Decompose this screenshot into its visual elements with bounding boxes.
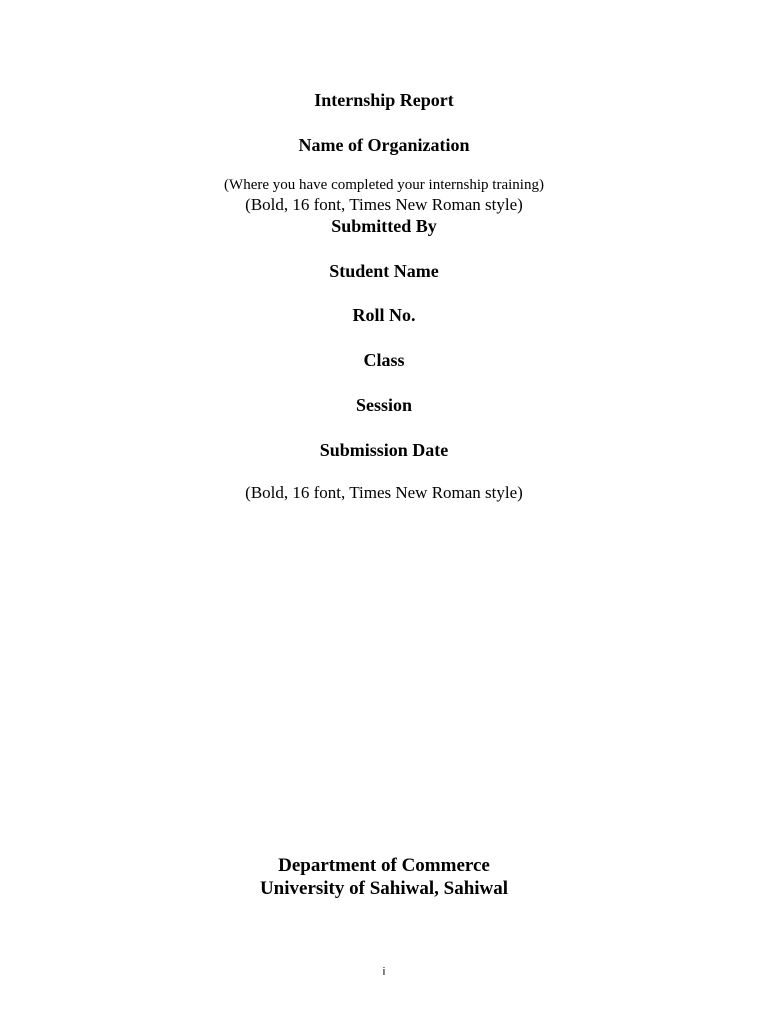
department-name: Department of Commerce: [278, 855, 490, 876]
university-name: University of Sahiwal, Sahiwal: [259, 878, 509, 899]
format-note-top: (Bold, 16 font, Times New Roman style): [245, 195, 523, 214]
submission-date-field: Submission Date: [319, 440, 449, 460]
format-note-bottom: (Bold, 16 font, Times New Roman style): [245, 483, 523, 502]
student-name-field: Student Name: [329, 261, 439, 281]
class-field: Class: [363, 350, 405, 370]
page-number: i: [382, 966, 386, 978]
organization-name: Name of Organization: [298, 135, 470, 155]
submitted-by-label: Submitted By: [331, 216, 437, 236]
session-field: Session: [355, 395, 413, 415]
organization-note: (Where you have completed your internship training): [224, 177, 544, 193]
roll-no-field: Roll No.: [352, 305, 416, 325]
report-title: Internship Report: [314, 90, 454, 110]
